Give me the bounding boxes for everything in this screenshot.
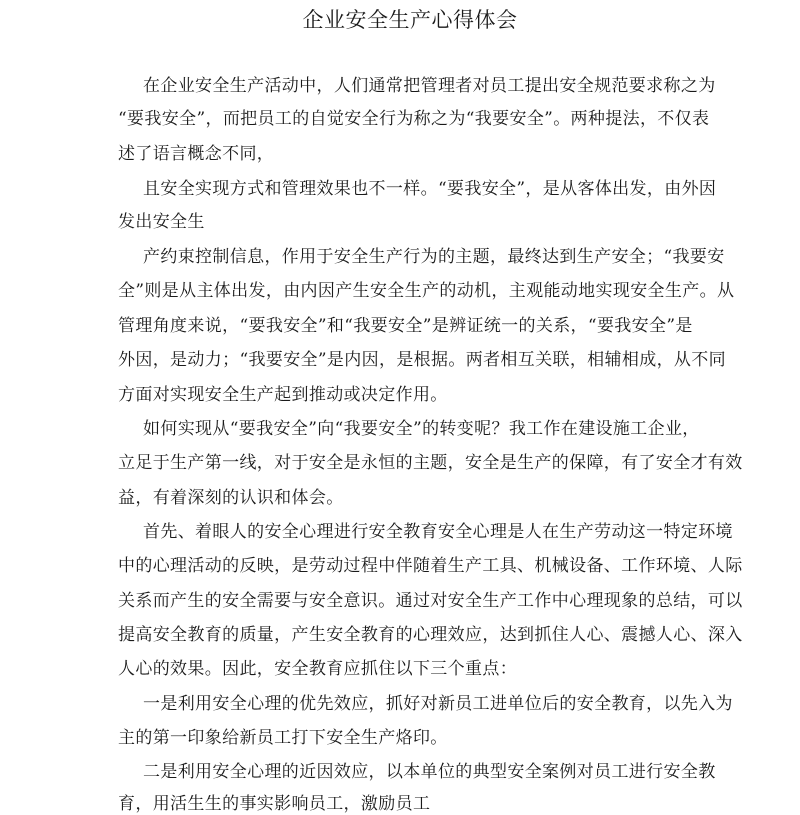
paragraph-line: 外因，是动力；“我要安全”是内因，是根据。两者相互关联，相辅相成，从不同 [118,350,726,370]
paragraph-line: 管理角度来说，“要我安全”和“我要安全”是辨证统一的关系，“要我安全”是 [118,316,693,336]
paragraph-line: 主的第一印象给新员工打下安全生产烙印。 [118,728,448,748]
paragraph-line: 全”则是从主体出发，由内因产生安全生产的动机，主观能动地实现安全生产。从 [118,281,735,301]
paragraph-line: 述了语言概念不同， [118,144,275,164]
paragraph-line: 提高安全教育的质量，产生安全教育的心理效应，达到抓住人心、震撼人心、深入 [118,625,743,645]
paragraph-line: 立足于生产第一线，对于安全是永恒的主题，安全是生产的保障，有了安全才有效 [118,453,743,473]
paragraph-line: 中的心理活动的反映，是劳动过程中伴随着生产工具、机械设备、工作环境、人际 [118,556,743,576]
paragraph-line: 产约束控制信息，作用于安全生产行为的主题，最终达到生产安全；“我要安 [143,247,725,267]
paragraph-line: 育，用活生生的事实影响员工，激励员工 [118,794,431,814]
paragraph-line: “要我安全”，而把员工的自觉安全行为称之为“我要安全”。两种提法，不仅表 [118,109,710,129]
paragraph-line: 人心的效果。因此，安全教育应抓住以下三个重点： [118,659,518,679]
paragraph-line: 发出安全生 [118,212,205,232]
paragraph-line: 二是利用安全心理的近因效应，以本单位的典型安全案例对员工进行安全教 [143,762,716,782]
paragraph-line: 在企业安全生产活动中，人们通常把管理者对员工提出安全规范要求称之为 [143,76,716,96]
paragraph-line: 如何实现从“要我安全”向“我要安全”的转变呢？我工作在建设施工企业， [143,419,700,439]
paragraph-line: 且安全实现方式和管理效果也不一样。“要我安全”，是从客体出发，由外因 [143,179,717,199]
paragraph-line: 方面对实现安全生产起到推动或决定作用。 [118,385,448,405]
document-title: 企业安全生产心得体会 [302,8,518,32]
paragraph-line: 关系而产生的安全需要与安全意识。通过对安全生产工作中心理现象的总结，可以 [118,591,743,611]
paragraph-line: 益，有着深刻的认识和体会。 [118,488,344,508]
paragraph-line: 一是利用安全心理的优先效应，抓好对新员工进单位后的安全教育，以先入为 [143,694,733,714]
paragraph-line: 首先、着眼人的安全心理进行安全教育安全心理是人在生产劳动这一特定环境 [143,522,733,542]
